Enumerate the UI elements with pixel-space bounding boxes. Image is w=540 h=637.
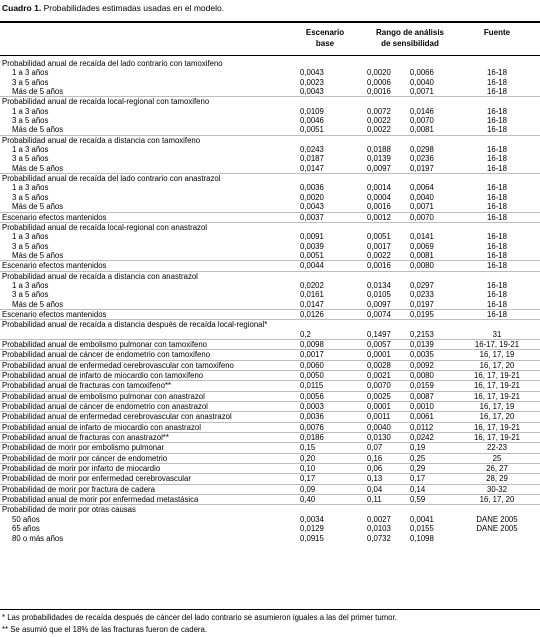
- cell-range-high: 0,0092: [410, 360, 434, 370]
- cell-range-low: 0,0028: [367, 360, 391, 370]
- cell-base: 0,0039: [300, 241, 324, 251]
- cell-range-low: 0,0012: [367, 212, 391, 222]
- cell-range-high: 0,1098: [410, 533, 434, 543]
- row-label: Más de 5 años: [12, 250, 64, 260]
- cell-range-high: 0,0040: [410, 192, 434, 202]
- row-label: 80 o más años: [12, 533, 64, 543]
- cell-range-high: 0,25: [410, 453, 426, 463]
- cell-range-high: 0,19: [410, 443, 426, 453]
- row-label: Probabilidad anual de recaída del lado contrario con tamoxifeno: [2, 59, 223, 68]
- cell-source: 16, 17, 19-21: [474, 371, 520, 380]
- cell-range-high: 0,0070: [410, 116, 434, 126]
- table-row: [0, 300, 540, 309]
- cell-source: 16, 17, 19-21: [474, 381, 520, 391]
- table-row: [0, 473, 540, 483]
- cell-range-low: 0,0027: [367, 514, 391, 524]
- cell-base: 0,0017: [300, 350, 324, 360]
- table-row: [0, 260, 540, 270]
- cell-range-high: 0,0139: [410, 339, 434, 349]
- table-row: [0, 202, 540, 211]
- cell-source: 16, 17, 19-21: [474, 391, 520, 401]
- cell-base: 0,0056: [300, 391, 324, 401]
- table-number: Cuadro 1.: [2, 3, 42, 13]
- cell-range-low: 0,0016: [367, 261, 391, 271]
- table-row: [0, 391, 540, 401]
- cell-range-low: 0,0004: [367, 192, 391, 202]
- cell-range-low: 0,0072: [367, 106, 391, 116]
- cell-range-low: 0,0011: [367, 412, 391, 422]
- row-label: Probabilidad anual de enfermedad cerebrovascular con tamoxifeno: [2, 360, 234, 370]
- table-row: [0, 309, 540, 319]
- cell-range-low: 0,0070: [367, 381, 391, 391]
- cell-range-high: 0,0297: [410, 280, 434, 290]
- table-row: [0, 183, 540, 192]
- cell-range-low: 0,0021: [367, 371, 391, 380]
- table-row: [0, 380, 540, 390]
- table-row: [0, 271, 540, 281]
- table-row: [0, 515, 540, 524]
- table-row: [0, 164, 540, 173]
- cell-range-high: 0,17: [410, 474, 426, 484]
- cell-range-high: 0,0066: [410, 68, 434, 78]
- cell-source: 16-18: [487, 212, 507, 222]
- cell-base: 0,10: [300, 464, 316, 474]
- cell-range-high: 0,0233: [410, 290, 434, 300]
- cell-range-high: 0,59: [410, 495, 426, 505]
- cell-range-high: 0,0159: [410, 381, 434, 391]
- cell-range-high: 0,2153: [410, 329, 434, 339]
- cell-source: 25: [492, 453, 502, 463]
- header-base: [300, 27, 350, 49]
- cell-base: 0,0187: [300, 154, 324, 164]
- cell-source: 16-18: [487, 202, 507, 212]
- row-label: 3 a 5 años: [12, 241, 49, 251]
- table-row: [0, 411, 540, 421]
- cell-base: 0,0186: [300, 433, 324, 443]
- cell-source: 16, 17, 19-21: [474, 422, 520, 432]
- cell-source: 16-18: [487, 241, 507, 251]
- header-base-line1: Escenario: [305, 28, 345, 37]
- cell-base: 0,0051: [300, 125, 324, 135]
- cell-source: 28, 29: [486, 474, 508, 484]
- cell-range-low: 0,0097: [367, 163, 391, 173]
- row-label: 1 a 3 años: [12, 280, 49, 290]
- footnote-1: * Las probabilidades de recaída después de cáncer del lado contrario se asumieron iguales a las del primer tumor.: [2, 613, 397, 622]
- table-row: [0, 349, 540, 359]
- cell-source: 16, 17, 20: [479, 495, 515, 505]
- row-label: Probabilidad anual de cáncer de endometrio con tamoxifeno: [2, 350, 211, 360]
- row-label: Probabilidad anual de cáncer de endometrio con anastrazol: [2, 402, 208, 412]
- cell-range-high: 0,0061: [410, 412, 434, 422]
- cell-range-high: 0,0064: [410, 183, 434, 193]
- cell-range-high: 0,0298: [410, 145, 434, 155]
- row-label: 65 años: [12, 524, 40, 534]
- row-label: Más de 5 años: [12, 163, 64, 173]
- cell-base: 0,0243: [300, 145, 324, 155]
- cell-base: 0,0043: [300, 68, 324, 78]
- cell-range-low: 0,16: [367, 453, 383, 463]
- row-label: 1 a 3 años: [12, 68, 49, 78]
- table-row: [0, 281, 540, 290]
- cell-range-low: 0,04: [367, 484, 383, 494]
- cell-range-low: 0,0022: [367, 125, 391, 135]
- cell-range-low: 0,0006: [367, 77, 391, 87]
- table-row: [0, 422, 540, 432]
- table-row: [0, 107, 540, 116]
- table-row: [0, 78, 540, 87]
- row-label: Probabilidad anual de embolismo pulmonar con tamoxifeno: [2, 339, 208, 349]
- row-label: Más de 5 años: [12, 125, 64, 135]
- row-label: 3 a 5 años: [12, 77, 49, 87]
- cell-source: 22-23: [487, 443, 507, 453]
- cell-range-low: 0,0016: [367, 87, 391, 97]
- cell-range-high: 0,0112: [410, 422, 434, 432]
- cell-range-low: 0,0014: [367, 183, 391, 193]
- cell-source: 16-18: [487, 154, 507, 164]
- cell-range-high: 0,0080: [410, 371, 434, 380]
- cell-source: 16-18: [487, 290, 507, 300]
- cell-range-low: 0,1497: [367, 329, 391, 339]
- cell-base: 0,0161: [300, 290, 324, 300]
- cell-base: 0,0003: [300, 402, 324, 412]
- cell-range-low: 0,06: [367, 464, 383, 474]
- header-range-line2: de sensibilidad: [381, 39, 439, 48]
- cell-base: 0,0098: [300, 339, 324, 349]
- cell-source: 16-18: [487, 299, 507, 309]
- row-label: 3 a 5 años: [12, 290, 49, 300]
- cell-range-high: 0,0071: [410, 202, 434, 212]
- cell-source: 16-17, 19-21: [474, 339, 520, 349]
- cell-base: 0,0091: [300, 232, 324, 242]
- cell-source: 16-18: [487, 87, 507, 97]
- cell-range-low: 0,0130: [367, 433, 391, 443]
- cell-base: 0,0147: [300, 299, 324, 309]
- row-label: Probabilidad anual de recaída a distancia con anastrazol: [2, 271, 198, 281]
- table-row: [0, 87, 540, 96]
- row-label: 3 a 5 años: [12, 192, 49, 202]
- row-label: Probabilidad anual de enfermedad cerebrovascular con anastrazol: [2, 412, 232, 422]
- cell-source: 16-18: [487, 309, 507, 319]
- cell-source: 16-18: [487, 261, 507, 271]
- table-row: [0, 290, 540, 299]
- cell-base: 0,0034: [300, 514, 324, 524]
- cell-range-low: 0,0040: [367, 422, 391, 432]
- cell-range-high: 0,0069: [410, 241, 434, 251]
- row-label: Probabilidad anual de infarto de miocardio con tamoxifeno: [2, 371, 204, 380]
- cell-range-low: 0,0001: [367, 350, 391, 360]
- cell-base: 0,0109: [300, 106, 324, 116]
- cell-range-high: 0,0141: [410, 232, 434, 242]
- table-row: [0, 232, 540, 241]
- cell-range-low: 0,0103: [367, 524, 391, 534]
- row-label: 1 a 3 años: [12, 106, 49, 116]
- row-label: Probabilidad anual de morir por enfermedad metastásica: [2, 495, 199, 505]
- row-label: Probabilidad anual de infarto de miocardio con anastrazol: [2, 422, 201, 432]
- row-label: 50 años: [12, 514, 40, 524]
- cell-base: 0,0147: [300, 163, 324, 173]
- cell-base: 0,0036: [300, 412, 324, 422]
- cell-source: 16-18: [487, 232, 507, 242]
- cell-source: 30-32: [487, 484, 507, 494]
- cell-range-high: 0,29: [410, 464, 426, 474]
- cell-base: 0,0076: [300, 422, 324, 432]
- table-caption: Probabilidades estimadas usadas en el modelo.: [41, 3, 225, 13]
- row-label: Probabilidad anual de embolismo pulmonar con anastrazol: [2, 391, 205, 401]
- cell-source: 16-18: [487, 77, 507, 87]
- cell-base: 0,0037: [300, 212, 324, 222]
- cell-source: 26, 27: [486, 464, 508, 474]
- table-row: [0, 463, 540, 473]
- cell-range-low: 0,0016: [367, 202, 391, 212]
- table-row: [0, 453, 540, 463]
- cell-base: 0,0115: [300, 381, 324, 391]
- table-row: [0, 484, 540, 494]
- cell-source: DANE 2005: [476, 514, 518, 524]
- cell-source: 16, 17, 19: [479, 350, 515, 360]
- row-label: Probabilidad anual de recaída local-regional con tamoxifeno: [2, 97, 210, 107]
- cell-range-high: 0,0197: [410, 299, 434, 309]
- cell-base: 0,0023: [300, 77, 324, 87]
- table-row: [0, 96, 540, 106]
- cell-range-low: 0,0097: [367, 299, 391, 309]
- row-label: 3 a 5 años: [12, 116, 49, 126]
- header-rule: [0, 55, 540, 56]
- table-row: [0, 442, 540, 452]
- cell-base: 0,2: [300, 329, 311, 339]
- table-row: [0, 59, 540, 68]
- table-body: [0, 59, 540, 543]
- cell-source: 16, 17, 19-21: [474, 433, 520, 443]
- cell-range-high: 0,0242: [410, 433, 434, 443]
- cell-range-high: 0,0010: [410, 402, 434, 412]
- footnote-2: ** Se asumió que el 18% de las fracturas fueron de cadera.: [2, 625, 208, 634]
- cell-source: 16-18: [487, 145, 507, 155]
- row-label: Probabilidad anual de recaída a distancia después de recaída local-regional*: [2, 320, 268, 330]
- cell-source: 31: [492, 329, 502, 339]
- cell-base: 0,40: [300, 495, 316, 505]
- cell-base: 0,0129: [300, 524, 324, 534]
- cell-range-low: 0,0025: [367, 391, 391, 401]
- cell-range-low: 0,11: [367, 495, 382, 505]
- cell-source: 16-18: [487, 116, 507, 126]
- cell-range-high: 0,0035: [410, 350, 434, 360]
- row-label: Probabilidad de morir por enfermedad cerebrovascular: [2, 474, 191, 484]
- header-range: [362, 27, 458, 49]
- row-label: Probabilidad anual de fracturas con tamoxifeno**: [2, 381, 172, 391]
- cell-range-low: 0,0022: [367, 250, 391, 260]
- cell-base: 0,0036: [300, 183, 324, 193]
- row-label: Probabilidad anual de recaída local-regional con anastrazol: [2, 222, 208, 232]
- table-row: [0, 242, 540, 251]
- row-label: 3 a 5 años: [12, 154, 49, 164]
- row-label: Probabilidad anual de recaída del lado contrario con anastrazol: [2, 174, 221, 184]
- cell-base: 0,0043: [300, 202, 324, 212]
- table-row: [0, 494, 540, 504]
- cell-range-high: 0,0041: [410, 514, 434, 524]
- cell-base: 0,0051: [300, 250, 324, 260]
- row-label: Más de 5 años: [12, 202, 64, 212]
- row-label: Probabilidad de morir por infarto de miocardio: [2, 464, 161, 474]
- row-label: Probabilidad anual de recaída a distancia con tamoxifeno: [2, 135, 201, 145]
- header-source-line1: Fuente: [483, 28, 511, 37]
- cell-base: 0,0202: [300, 280, 324, 290]
- cell-base: 0,0915: [300, 533, 324, 543]
- row-label: Escenario efectos mantenidos: [2, 212, 107, 222]
- table-row: [0, 251, 540, 260]
- bottom-rule: [0, 609, 540, 610]
- header-base-line2: base: [315, 39, 335, 48]
- table-row: [0, 193, 540, 202]
- row-label: Probabilidad de morir por fractura de cadera: [2, 484, 155, 494]
- cell-base: 0,0043: [300, 87, 324, 97]
- cell-range-low: 0,07: [367, 443, 383, 453]
- table-row: [0, 339, 540, 349]
- cell-base: 0,0126: [300, 309, 324, 319]
- cell-source: 16-18: [487, 68, 507, 78]
- cell-range-low: 0,0074: [367, 309, 391, 319]
- cell-range-high: 0,0081: [410, 250, 434, 260]
- row-label: 1 a 3 años: [12, 183, 49, 193]
- cell-range-low: 0,0020: [367, 68, 391, 78]
- cell-source: 16-18: [487, 250, 507, 260]
- cell-range-low: 0,0732: [367, 533, 391, 543]
- header-range-line1: Rango de análisis: [375, 28, 445, 37]
- cell-source: 16-18: [487, 183, 507, 193]
- cell-base: 0,0050: [300, 371, 324, 380]
- cell-range-low: 0,0105: [367, 290, 391, 300]
- cell-range-low: 0,0188: [367, 145, 391, 155]
- table-row: [0, 212, 540, 222]
- table-row: [0, 370, 540, 380]
- cell-range-low: 0,0001: [367, 402, 391, 412]
- table-row: [0, 68, 540, 77]
- cell-source: 16-18: [487, 280, 507, 290]
- table-row: [0, 432, 540, 442]
- cell-source: 16-18: [487, 106, 507, 116]
- cell-range-low: 0,0057: [367, 339, 391, 349]
- cell-range-high: 0,0236: [410, 154, 434, 164]
- cell-source: 16, 17, 19: [479, 402, 515, 412]
- cell-range-low: 0,0022: [367, 116, 391, 126]
- cell-range-low: 0,13: [367, 474, 383, 484]
- cell-range-high: 0,0070: [410, 212, 434, 222]
- cell-source: DANE 2005: [476, 524, 518, 534]
- cell-source: 16-18: [487, 125, 507, 135]
- cell-source: 16-18: [487, 192, 507, 202]
- row-label: Más de 5 años: [12, 299, 64, 309]
- table-row: [0, 222, 540, 232]
- table-row: [0, 524, 540, 533]
- row-label: Probabilidad de morir por embolismo pulmonar: [2, 443, 165, 453]
- cell-range-high: 0,0071: [410, 87, 434, 97]
- cell-source: 16-18: [487, 163, 507, 173]
- row-label: 1 a 3 años: [12, 232, 49, 242]
- cell-base: 0,0060: [300, 360, 324, 370]
- cell-base: 0,0044: [300, 261, 324, 271]
- cell-range-high: 0,0081: [410, 125, 434, 135]
- row-label: Probabilidad de morir por cáncer de endometrio: [2, 453, 168, 463]
- cell-range-high: 0,0040: [410, 77, 434, 87]
- cell-range-high: 0,0155: [410, 524, 434, 534]
- cell-range-high: 0,14: [410, 484, 426, 494]
- cell-base: 0,0020: [300, 192, 324, 202]
- cell-range-low: 0,0051: [367, 232, 391, 242]
- row-label: Más de 5 años: [12, 87, 64, 97]
- table-row: [0, 173, 540, 183]
- cell-range-high: 0,0197: [410, 163, 434, 173]
- cell-base: 0,0046: [300, 116, 324, 126]
- table-row: [0, 504, 540, 514]
- row-label: Escenario efectos mantenidos: [2, 309, 107, 319]
- row-label: Escenario efectos mantenidos: [2, 261, 107, 271]
- table-row: [0, 401, 540, 411]
- cell-source: 16, 17, 20: [479, 360, 515, 370]
- cell-range-high: 0,0195: [410, 309, 434, 319]
- cell-range-low: 0,0134: [367, 280, 391, 290]
- table-row: [0, 135, 540, 145]
- row-label: Probabilidad anual de fracturas con anastrazol**: [2, 433, 169, 443]
- cell-range-low: 0,0017: [367, 241, 391, 251]
- top-rule: [0, 21, 540, 23]
- cell-range-high: 0,0080: [410, 261, 434, 271]
- table-row: [0, 154, 540, 163]
- table-row: [0, 534, 540, 543]
- table-row: [0, 145, 540, 154]
- table-row: [0, 116, 540, 125]
- table-row: [0, 319, 540, 339]
- cell-base: 0,20: [300, 453, 316, 463]
- cell-range-high: 0,0146: [410, 106, 434, 116]
- header-source: [462, 27, 532, 38]
- table-title: [2, 3, 224, 13]
- cell-range-high: 0,0087: [410, 391, 434, 401]
- cell-range-low: 0,0139: [367, 154, 391, 164]
- cell-base: 0,09: [300, 484, 316, 494]
- table-row: [0, 360, 540, 370]
- row-label: 1 a 3 años: [12, 145, 49, 155]
- cell-base: 0,17: [300, 474, 316, 484]
- cell-source: 16, 17, 20: [479, 412, 515, 422]
- cell-base: 0,15: [300, 443, 316, 453]
- row-label: Probabilidad de morir por otras causas: [2, 505, 136, 515]
- table-row: [0, 125, 540, 134]
